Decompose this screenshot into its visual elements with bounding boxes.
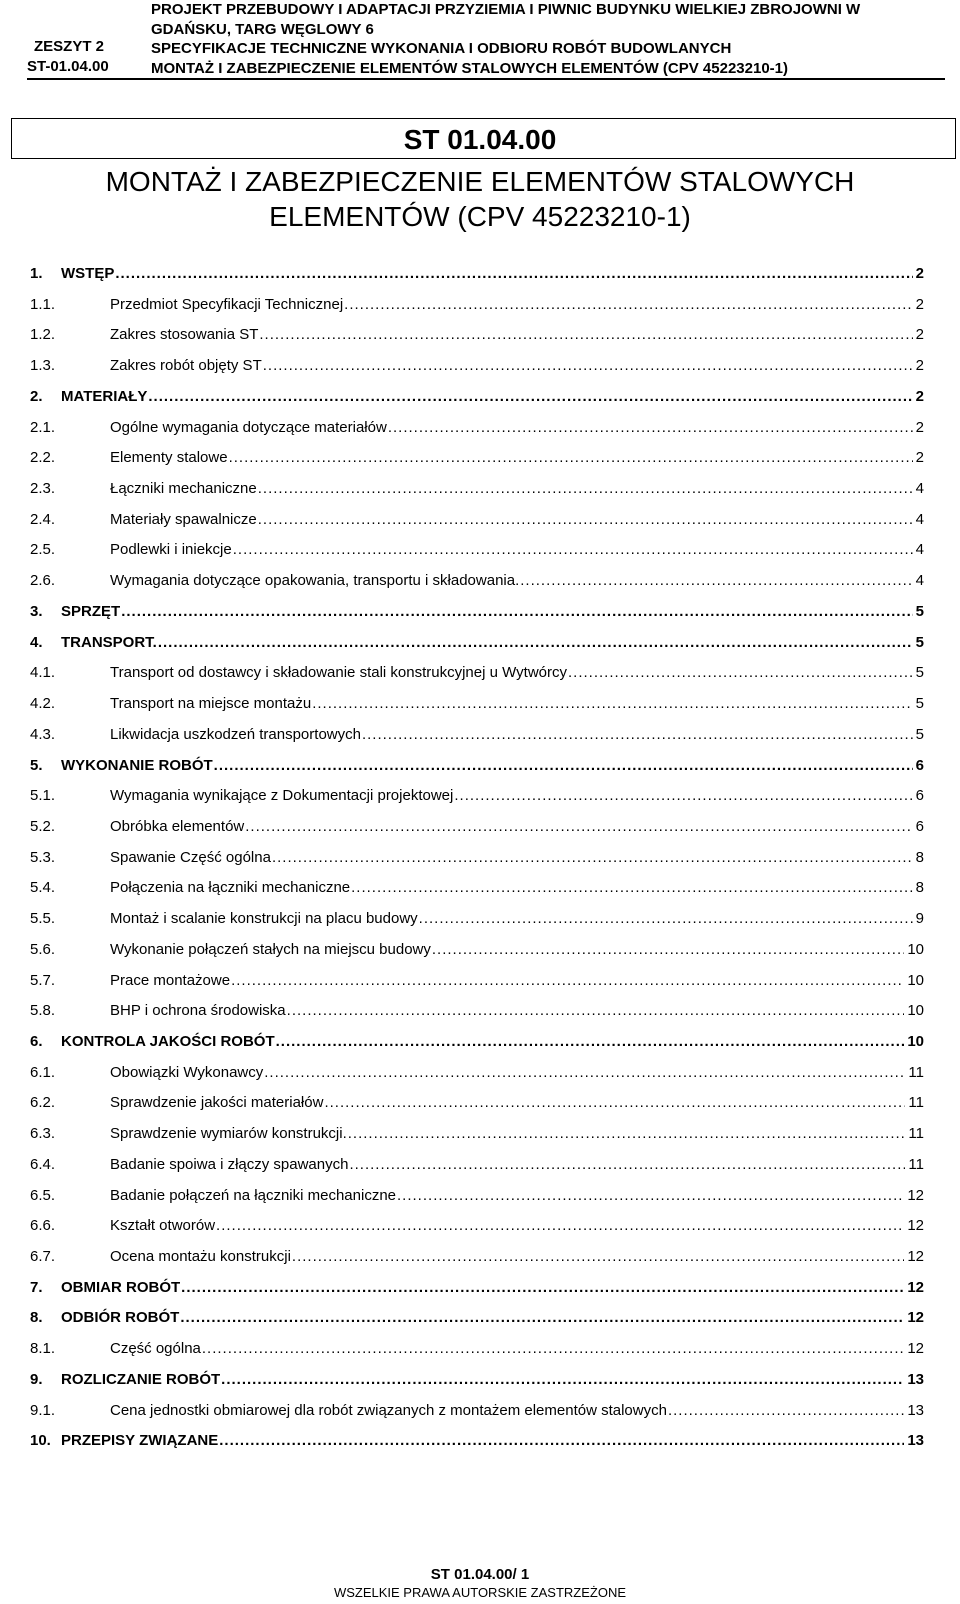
toc-entry-page: 5 [915, 633, 924, 651]
toc-entry-line [61, 1307, 924, 1329]
toc-entry-title: Likwidacja uszkodzeń transportowych [110, 725, 361, 743]
toc-dot-leader [181, 1277, 904, 1299]
toc-entry-page: 13 [907, 1370, 924, 1388]
toc-entry-line [110, 294, 924, 316]
toc-entry-line [110, 816, 924, 838]
toc-entry-line [110, 570, 924, 592]
toc-entry-number: 5.8. [30, 1002, 56, 1020]
toc-dot-leader [233, 539, 913, 561]
toc-dot-leader [158, 632, 913, 654]
toc-entry[interactable] [0, 877, 960, 899]
toc-entry-line [61, 632, 924, 654]
toc-entry-page: 12 [907, 1217, 924, 1235]
toc-entry-line [110, 908, 924, 930]
toc-entry-number: 10. [30, 1432, 51, 1450]
toc-entry-page: 2 [915, 265, 924, 282]
toc-entry-page: 6 [915, 817, 924, 835]
toc-dot-leader [276, 1031, 905, 1053]
toc-entry[interactable] [0, 1400, 960, 1422]
toc-entry-page: 10 [907, 1002, 924, 1020]
toc-entry-page: 10 [907, 1033, 924, 1050]
toc-entry[interactable] [0, 1185, 960, 1207]
toc-entry-line [110, 1123, 924, 1145]
toc-entry-title: MATERIAŁY [61, 387, 148, 405]
toc-entry-page: 12 [907, 1248, 924, 1266]
toc-entry-number: 6.2. [30, 1094, 56, 1112]
toc-entry-page: 4 [915, 541, 924, 559]
toc-entry[interactable] [0, 1307, 960, 1329]
toc-dot-leader [263, 355, 913, 377]
toc-entry-number: 8. [30, 1309, 43, 1327]
document-title-line-1: MONTAŻ I ZABEZPIECZENIE ELEMENTÓW STALOWYCH [105, 166, 855, 197]
toc-entry[interactable] [0, 1338, 960, 1360]
toc-entry-number: 5.2. [30, 817, 56, 835]
toc-entry-page: 5 [915, 725, 924, 743]
toc-entry-line [110, 478, 924, 500]
toc-dot-leader [388, 417, 913, 439]
toc-entry-title: Przedmiot Specyfikacji Technicznej [110, 295, 344, 313]
toc-dot-leader [520, 570, 912, 592]
toc-entry-page: 4 [915, 480, 924, 498]
toc-entry-line [110, 1400, 924, 1422]
toc-entry-number: 2.1. [30, 418, 56, 436]
toc-dot-leader [258, 509, 913, 531]
toc-entry-page: 5 [915, 695, 924, 713]
toc-entry-line [61, 1031, 924, 1053]
toc-dot-leader [292, 1246, 904, 1268]
header-spec-code: ST-01.04.00 [27, 58, 109, 75]
toc-entry-page: 2 [915, 418, 924, 436]
toc-entry-line [110, 847, 924, 869]
toc-entry-page: 12 [907, 1278, 924, 1296]
toc-entry-number: 6.6. [30, 1217, 56, 1235]
toc-entry-line [110, 1215, 924, 1237]
toc-entry-title: TRANSPORT. [61, 633, 157, 651]
toc-entry-page: 2 [915, 387, 924, 405]
toc-entry-line [110, 509, 924, 531]
toc-entry-line [110, 785, 924, 807]
toc-entry-line [110, 693, 924, 715]
toc-entry-line [61, 755, 924, 777]
header-project-text [151, 0, 951, 78]
toc-entry-title: Łączniki mechaniczne [110, 480, 257, 498]
toc-entry-number: 2.5. [30, 541, 56, 559]
toc-entry-line [61, 386, 924, 408]
toc-entry-page: 8 [915, 879, 924, 897]
toc-entry-page: 12 [907, 1340, 924, 1358]
header-line-4: MONTAŻ I ZABEZPIECZENIE ELEMENTÓW STALOWYCH ELEMENTÓW (CPV 45223210-1) [151, 59, 788, 77]
toc-entry-title: Wykonanie połączeń stałych na miejscu budowy [110, 940, 431, 958]
toc-entry[interactable] [0, 1092, 960, 1114]
toc-entry-title: Transport na miejsce montażu [110, 695, 312, 713]
toc-dot-leader [362, 724, 913, 746]
toc-entry-title: Obowiązki Wykonawcy [110, 1063, 264, 1081]
toc-entry-line [61, 263, 924, 285]
toc-entry-number: 4.2. [30, 695, 56, 713]
toc-entry-number: 1.1. [30, 295, 56, 313]
header-line-3: SPECYFIKACJE TECHNICZNE WYKONANIA I ODBIORU ROBÓT BUDOWLANYCH [151, 40, 732, 57]
toc-entry-title: Część ogólna [110, 1340, 201, 1358]
toc-entry-title: OBMIAR ROBÓT [61, 1278, 181, 1296]
toc-entry-page: 5 [915, 664, 924, 682]
toc-entry-number: 2.4. [30, 510, 56, 528]
toc-entry-page: 9 [915, 910, 924, 928]
toc-entry-number: 5.4. [30, 879, 56, 897]
toc-entry[interactable] [0, 662, 960, 684]
toc-dot-leader [344, 294, 912, 316]
document-title-line-2: ELEMENTÓW (CPV 45223210-1) [269, 201, 691, 232]
toc-entry-line [110, 1154, 924, 1176]
toc-entry-page: 11 [908, 1125, 924, 1143]
toc-dot-leader [351, 877, 913, 899]
toc-entry-page: 12 [907, 1309, 924, 1327]
toc-entry-line [110, 877, 924, 899]
toc-entry[interactable] [0, 601, 960, 623]
toc-dot-leader [432, 939, 904, 961]
toc-entry-title: Podlewki i iniekcje [110, 541, 232, 559]
toc-entry[interactable] [0, 1277, 960, 1299]
toc-entry-line [61, 1430, 924, 1452]
toc-entry-title: Ocena montażu konstrukcji [110, 1248, 291, 1266]
toc-entry-title: PRZEPISY ZWIĄZANE [61, 1432, 219, 1450]
toc-dot-leader [668, 1400, 904, 1422]
toc-entry-line [110, 724, 924, 746]
toc-entry-number: 6.1. [30, 1063, 56, 1081]
toc-entry-title: WYKONANIE ROBÓT [61, 756, 213, 774]
toc-entry-number: 5.5. [30, 910, 56, 928]
toc-dot-leader [221, 1369, 904, 1391]
toc-entry-title: Transport od dostawcy i składowanie stali konstrukcyjnej u Wytwórcy [110, 664, 567, 682]
toc-entry-page: 6 [915, 756, 924, 774]
toc-entry-line [110, 324, 924, 346]
toc-dot-leader [258, 478, 913, 500]
toc-entry-title: Badanie połączeń na łączniki mechaniczne [110, 1186, 397, 1204]
toc-entry-page: 4 [915, 572, 924, 590]
toc-entry-number: 5. [30, 756, 43, 774]
toc-entry-number: 5.1. [30, 787, 56, 805]
toc-entry-line [110, 1062, 924, 1084]
toc-entry[interactable] [0, 755, 960, 777]
toc-entry-line [110, 355, 924, 377]
page-header [0, 0, 960, 78]
toc-entry[interactable] [0, 1430, 960, 1452]
toc-entry-number: 5.6. [30, 940, 56, 958]
toc-dot-leader [121, 601, 912, 623]
header-rule [27, 78, 945, 80]
toc-entry-title: ROZLICZANIE ROBÓT [61, 1370, 221, 1388]
toc-entry[interactable] [0, 570, 960, 592]
header-line-2: GDAŃSKU, TARG WĘGLOWY 6 [151, 20, 374, 38]
toc-entry[interactable] [0, 386, 960, 408]
toc-dot-leader [219, 1430, 904, 1452]
toc-dot-leader [202, 1338, 904, 1360]
toc-entry-page: 8 [915, 848, 924, 866]
toc-entry-number: 6.5. [30, 1186, 56, 1204]
toc-entry[interactable] [0, 1123, 960, 1145]
toc-entry[interactable] [0, 632, 960, 654]
toc-entry[interactable] [0, 970, 960, 992]
toc-entry[interactable] [0, 447, 960, 469]
toc-entry[interactable] [0, 1369, 960, 1391]
toc-entry-title: Sprawdzenie jakości materiałów [110, 1094, 324, 1112]
toc-entry-title: ODBIÓR ROBÓT [61, 1309, 180, 1327]
footer-rights: WSZELKIE PRAWA AUTORSKIE ZASTRZEŻONE [333, 1585, 627, 1600]
toc-entry[interactable] [0, 417, 960, 439]
toc-entry[interactable] [0, 939, 960, 961]
toc-entry[interactable] [0, 1031, 960, 1053]
toc-entry-number: 1.2. [30, 326, 56, 344]
toc-dot-leader [214, 755, 913, 777]
toc-entry-page: 13 [907, 1401, 924, 1419]
toc-entry[interactable] [0, 1062, 960, 1084]
toc-entry-title: Kształt otworów [110, 1217, 216, 1235]
toc-entry-line [110, 970, 924, 992]
toc-entry-line [110, 1246, 924, 1268]
toc-entry-page: 2 [915, 357, 924, 375]
toc-entry[interactable] [0, 355, 960, 377]
toc-entry-number: 2.3. [30, 480, 56, 498]
toc-entry-page: 2 [915, 449, 924, 467]
toc-entry-title: Obróbka elementów [110, 817, 245, 835]
toc-dot-leader [216, 1215, 904, 1237]
toc-entry-title: SPRZĘT [61, 602, 121, 620]
toc-entry-page: 5 [915, 602, 924, 620]
toc-entry-page: 2 [915, 326, 924, 344]
toc-entry-title: Sprawdzenie wymiarów konstrukcji. [110, 1125, 347, 1143]
toc-entry-line [110, 1185, 924, 1207]
toc-entry-line [110, 539, 924, 561]
toc-entry-title: Spawanie Część ogólna [110, 848, 271, 866]
toc-entry[interactable] [0, 908, 960, 930]
toc-entry-number: 4. [30, 633, 43, 651]
toc-dot-leader [287, 1000, 905, 1022]
toc-dot-leader [397, 1185, 904, 1207]
toc-dot-leader [231, 970, 904, 992]
toc-entry-number: 5.3. [30, 848, 56, 866]
toc-entry-title: Prace montażowe [110, 971, 231, 989]
toc-entry[interactable] [0, 1215, 960, 1237]
toc-entry-line [61, 601, 924, 623]
toc-dot-leader [568, 662, 913, 684]
toc-entry-line [110, 1092, 924, 1114]
toc-entry[interactable] [0, 263, 960, 285]
toc-entry[interactable] [0, 539, 960, 561]
toc-entry-title: Zakres robót objęty ST [110, 357, 262, 375]
toc-entry-page: 13 [907, 1432, 924, 1450]
toc-dot-leader [272, 847, 913, 869]
toc-entry-title: WSTĘP [61, 265, 115, 282]
toc-entry-title: Ogólne wymagania dotyczące materiałów [110, 418, 387, 436]
toc-entry[interactable] [0, 1000, 960, 1022]
toc-dot-leader [148, 386, 912, 408]
toc-dot-leader [245, 816, 912, 838]
toc-entry-line [110, 1338, 924, 1360]
toc-entry-number: 9. [30, 1370, 43, 1388]
toc-entry-title: Materiały spawalnicze [110, 510, 257, 528]
toc-entry[interactable] [0, 693, 960, 715]
toc-entry-title: KONTROLA JAKOŚCI ROBÓT [61, 1033, 275, 1050]
toc-entry-line [61, 1277, 924, 1299]
toc-entry[interactable] [0, 847, 960, 869]
toc-entry[interactable] [0, 509, 960, 531]
toc-entry[interactable] [0, 324, 960, 346]
toc-dot-leader [324, 1092, 905, 1114]
toc-entry-line [110, 662, 924, 684]
toc-entry-number: 7. [30, 1278, 43, 1296]
toc-entry-page: 11 [908, 1155, 924, 1173]
toc-entry-page: 10 [907, 971, 924, 989]
toc-entry[interactable] [0, 816, 960, 838]
toc-entry-number: 2. [30, 387, 43, 405]
toc-dot-leader [312, 693, 912, 715]
toc-dot-leader [348, 1123, 906, 1145]
toc-entry[interactable] [0, 1154, 960, 1176]
toc-dot-leader [259, 324, 912, 346]
toc-entry-title: Wymagania dotyczące opakowania, transportu i składowania. [110, 572, 520, 590]
toc-entry-line [61, 1369, 924, 1391]
toc-entry-title: Montaż i scalanie konstrukcji na placu budowy [110, 910, 418, 928]
toc-entry-number: 6. [30, 1033, 43, 1050]
header-line-1: PROJEKT PRZEBUDOWY I ADAPTACJI PRZYZIEMIA I PIWNIC BUDYNKU WIELKIEJ ZBROJOWNI W [151, 1, 861, 18]
toc-entry-number: 5.7. [30, 971, 56, 989]
toc-entry-page: 10 [907, 940, 924, 958]
toc-entry-number: 2.2. [30, 449, 56, 467]
toc-entry-title: BHP i ochrona środowiska [110, 1002, 286, 1020]
toc-dot-leader [115, 263, 912, 285]
document-code-title: ST 01.04.00 [403, 124, 557, 155]
toc-entry-number: 1.3. [30, 357, 56, 375]
toc-entry-number: 4.1. [30, 664, 56, 682]
toc-entry-number: 9.1. [30, 1401, 56, 1419]
toc-dot-leader [454, 785, 912, 807]
toc-entry-number: 2.6. [30, 572, 56, 590]
toc-dot-leader [180, 1307, 904, 1329]
toc-entry-number: 6.7. [30, 1248, 56, 1266]
header-volume: ZESZYT 2 [34, 38, 105, 55]
toc-entry-page: 4 [915, 510, 924, 528]
toc-entry-number: 1. [30, 265, 43, 282]
toc-entry[interactable] [0, 478, 960, 500]
toc-entry-number: 6.4. [30, 1155, 56, 1173]
toc-dot-leader [349, 1154, 905, 1176]
toc-entry-line [110, 447, 924, 469]
toc-entry-number: 8.1. [30, 1340, 56, 1358]
toc-entry-title: Zakres stosowania ST [110, 326, 259, 344]
toc-entry-page: 11 [908, 1063, 924, 1081]
toc-entry-title: Elementy stalowe [110, 449, 228, 467]
toc-entry-number: 6.3. [30, 1125, 56, 1143]
toc-dot-leader [264, 1062, 905, 1084]
toc-entry-number: 3. [30, 602, 43, 620]
toc-entry-line [110, 417, 924, 439]
toc-entry-title: Wymagania wynikające z Dokumentacji projektowej [110, 787, 454, 805]
toc-entry-page: 11 [908, 1094, 924, 1112]
toc-entry[interactable] [0, 294, 960, 316]
toc-entry[interactable] [0, 1246, 960, 1268]
toc-entry-page: 6 [915, 787, 924, 805]
toc-entry[interactable] [0, 785, 960, 807]
toc-entry-title: Cena jednostki obmiarowej dla robót związanych z montażem elementów stalowych [110, 1401, 667, 1419]
toc-dot-leader [229, 447, 913, 469]
toc-dot-leader [419, 908, 913, 930]
toc-entry-page: 12 [907, 1186, 924, 1204]
footer-page-label: ST 01.04.00/ 1 [430, 1566, 530, 1583]
toc-entry-page: 2 [915, 295, 924, 313]
toc-entry[interactable] [0, 724, 960, 746]
toc-entry-number: 4.3. [30, 725, 56, 743]
toc-entry-line [110, 1000, 924, 1022]
toc-entry-line [110, 939, 924, 961]
toc-entry-title: Badanie spoiwa i złączy spawanych [110, 1155, 349, 1173]
toc-entry-title: Połączenia na łączniki mechaniczne [110, 879, 351, 897]
